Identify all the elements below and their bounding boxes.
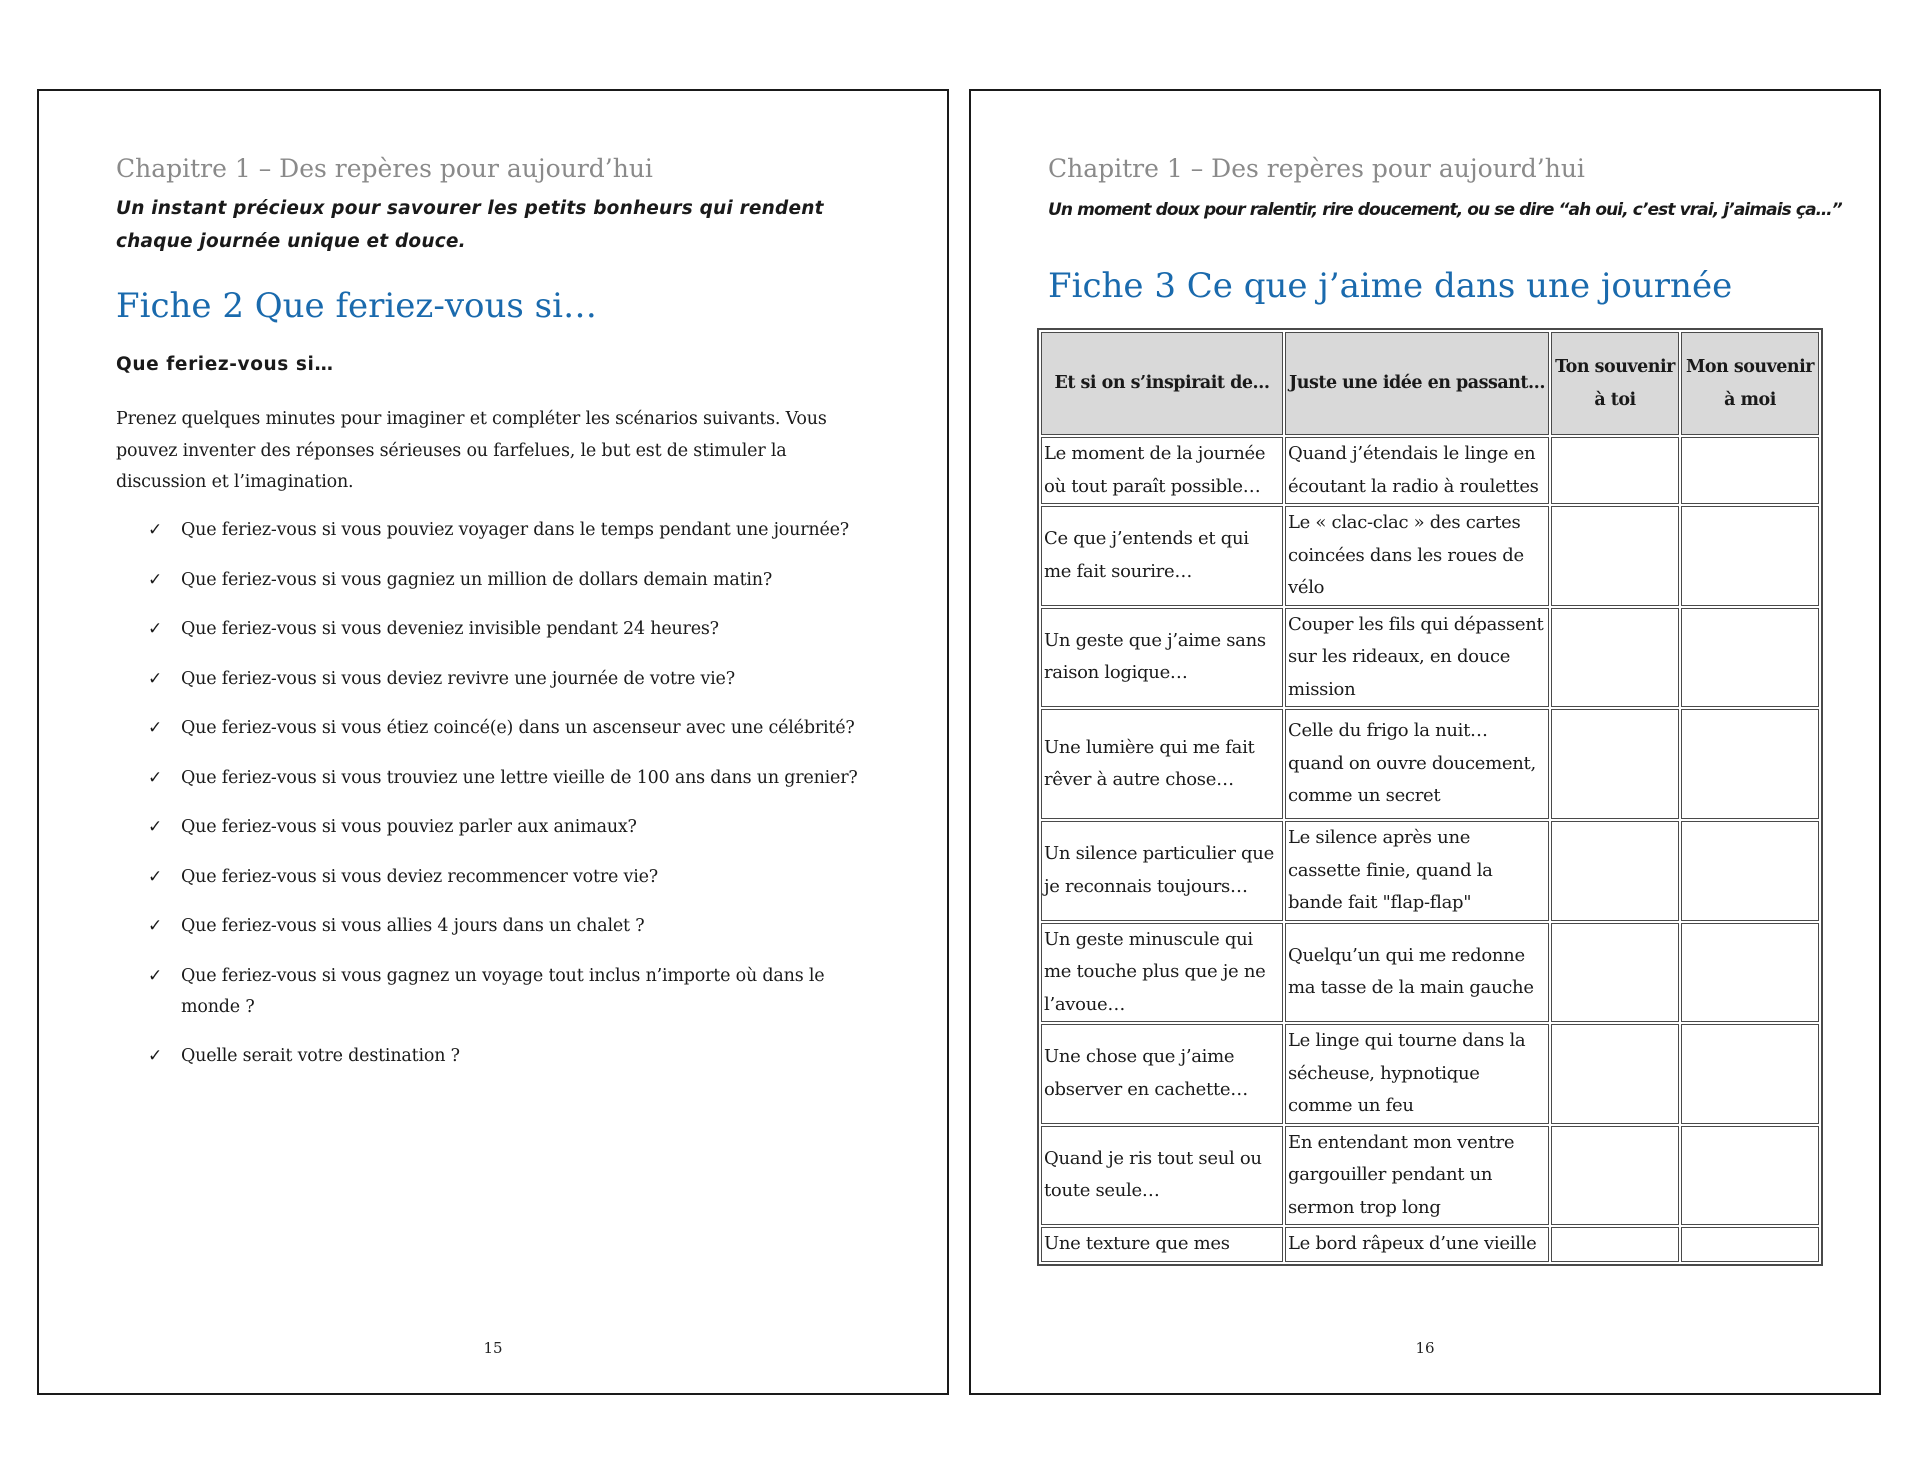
your-memory-cell[interactable] [1551, 1227, 1679, 1262]
checkmark-icon: ✓ [148, 520, 163, 540]
example-cell: Couper les fils qui dépassent sur les rideaux, en douce mission [1285, 608, 1549, 708]
table-header-row [1041, 332, 1819, 435]
question-item [116, 664, 876, 695]
table-row [1041, 1227, 1819, 1262]
question-item [116, 961, 876, 1023]
table-row [1041, 1024, 1819, 1124]
prompt-cell: Un geste que j’aime sans raison logique… [1041, 608, 1283, 708]
prompt-cell: Un silence particulier que je reconnais toujours… [1041, 821, 1283, 921]
header-inspiration: Et si on s’inspirait de… [1041, 332, 1283, 435]
question-text: Que feriez-vous si vous gagniez un million de dollars demain matin? [181, 569, 773, 590]
my-memory-cell[interactable] [1681, 1227, 1819, 1262]
checkmark-icon: ✓ [148, 569, 163, 590]
prompt-cell: Une chose que j’aime observer en cachette… [1041, 1024, 1283, 1124]
right-page [969, 89, 1881, 1395]
fiche-title: Fiche 2 Que feriez-vous si… [116, 286, 597, 326]
question-text: Que feriez-vous si vous allies 4 jours dans un chalet ? [181, 916, 645, 936]
question-text: Que feriez-vous si vous trouviez une lettre vieille de 100 ans dans un grenier? [181, 767, 858, 788]
table-frame [1037, 328, 1823, 1328]
question-text: Que feriez-vous si vous deveniez invisible pendant 24 heures? [181, 619, 719, 639]
my-memory-cell[interactable] [1681, 506, 1819, 606]
table-row [1041, 608, 1819, 708]
my-memory-cell[interactable] [1681, 709, 1819, 819]
page-number: 16 [1415, 1339, 1435, 1357]
page-subtitle: Un instant précieux pour savourer les petits bonheurs qui rendent chaque journée unique et douce. [116, 198, 824, 252]
question-item [116, 812, 876, 843]
checkmark-icon: ✓ [148, 767, 163, 788]
your-memory-cell[interactable] [1551, 1126, 1679, 1226]
question-text: Quelle serait votre destination ? [181, 1046, 460, 1066]
example-cell: Celle du frigo la nuit… quand on ouvre doucement, comme un secret [1285, 709, 1549, 819]
question-item [116, 911, 876, 942]
your-memory-cell[interactable] [1551, 1024, 1679, 1124]
my-memory-cell[interactable] [1681, 1024, 1819, 1124]
question-list [116, 515, 876, 1091]
question-item [116, 763, 876, 794]
table-row [1041, 923, 1819, 1023]
chapter-heading: Chapitre 1 – Des repères pour aujourd’hui [1048, 154, 1585, 183]
question-text: Que feriez-vous si vous pouviez parler aux animaux? [181, 817, 637, 837]
chapter-heading: Chapitre 1 – Des repères pour aujourd’hui [116, 154, 653, 183]
question-text: Que feriez-vous si vous deviez recommencer votre vie? [181, 866, 658, 887]
page-number: 15 [483, 1339, 503, 1357]
question-item [116, 713, 876, 744]
question-text: Que feriez-vous si vous étiez coincé(e) dans un ascenseur avec une célébrité? [181, 718, 855, 738]
table-row [1041, 1126, 1819, 1226]
your-memory-cell[interactable] [1551, 709, 1679, 819]
checkmark-icon: ✓ [148, 619, 163, 639]
question-text: Que feriez-vous si vous deviez revivre une journée de votre vie? [181, 668, 735, 689]
question-text: Que feriez-vous si vous pouviez voyager dans le temps pendant une journée? [181, 520, 849, 540]
checkmark-icon: ✓ [148, 916, 163, 936]
my-memory-cell[interactable] [1681, 821, 1819, 921]
example-cell: Le silence après une cassette finie, quand la bande fait "flap-flap" [1285, 821, 1549, 921]
example-cell: Le linge qui tourne dans la sécheuse, hypnotique comme un feu [1285, 1024, 1549, 1124]
header-idea: Juste une idée en passant… [1285, 332, 1549, 435]
question-item [116, 614, 876, 645]
checkmark-icon: ✓ [148, 817, 163, 837]
my-memory-cell[interactable] [1681, 1126, 1819, 1226]
prompt-cell: Une lumière qui me fait rêver à autre chose… [1041, 709, 1283, 819]
prompt-cell: Ce que j’entends et qui me fait sourire… [1041, 506, 1283, 606]
left-page [37, 89, 949, 1395]
checkmark-icon: ✓ [148, 718, 163, 738]
checkmark-icon: ✓ [148, 668, 163, 689]
example-cell: Quand j’étendais le linge en écoutant la radio à roulettes [1285, 437, 1549, 504]
table-row [1041, 437, 1819, 504]
prompt-cell: Un geste minuscule qui me touche plus que je ne l’avoue… [1041, 923, 1283, 1023]
table-row [1041, 821, 1819, 921]
example-cell: Le bord râpeux d’une vieille [1285, 1227, 1549, 1262]
your-memory-cell[interactable] [1551, 923, 1679, 1023]
example-cell: Quelqu’un qui me redonne ma tasse de la main gauche [1285, 923, 1549, 1023]
page-subtitle: Un moment doux pour ralentir, rire doucement, ou se dire “ah oui, c’est vrai, j’aimais ça…” [1048, 200, 1842, 220]
question-item [116, 565, 876, 596]
intro-paragraph: Prenez quelques minutes pour imaginer et compléter les scénarios suivants. Vous pouvez inventer des réponses sérieuses ou farfelues, le but est de stimuler la discussion et l’imagination. [116, 409, 827, 492]
memory-table [1037, 328, 1823, 1266]
prompt-cell: Quand je ris tout seul ou toute seule… [1041, 1126, 1283, 1226]
fiche-title: Fiche 3 Ce que j’aime dans une journée [1048, 266, 1733, 306]
your-memory-cell[interactable] [1551, 608, 1679, 708]
table-row [1041, 506, 1819, 606]
your-memory-cell[interactable] [1551, 821, 1679, 921]
checkmark-icon: ✓ [148, 965, 163, 986]
my-memory-cell[interactable] [1681, 923, 1819, 1023]
question-text: Que feriez-vous si vous gagnez un voyage tout inclus n’importe où dans le monde ? [181, 965, 825, 1017]
question-item [116, 1041, 876, 1072]
section-heading: Que feriez-vous si… [116, 354, 334, 375]
your-memory-cell[interactable] [1551, 437, 1679, 504]
prompt-cell: Le moment de la journée où tout paraît possible… [1041, 437, 1283, 504]
table-row [1041, 709, 1819, 819]
my-memory-cell[interactable] [1681, 608, 1819, 708]
your-memory-cell[interactable] [1551, 506, 1679, 606]
checkmark-icon: ✓ [148, 1046, 163, 1066]
example-cell: Le « clac-clac » des cartes coincées dans les roues de vélo [1285, 506, 1549, 606]
my-memory-cell[interactable] [1681, 437, 1819, 504]
header-your-memory: Ton souvenir à toi [1551, 332, 1679, 435]
prompt-cell: Une texture que mes [1041, 1227, 1283, 1262]
checkmark-icon: ✓ [148, 866, 163, 887]
header-my-memory: Mon souvenir à moi [1681, 332, 1819, 435]
question-item [116, 515, 876, 546]
example-cell: En entendant mon ventre gargouiller pendant un sermon trop long [1285, 1126, 1549, 1226]
question-item [116, 862, 876, 893]
